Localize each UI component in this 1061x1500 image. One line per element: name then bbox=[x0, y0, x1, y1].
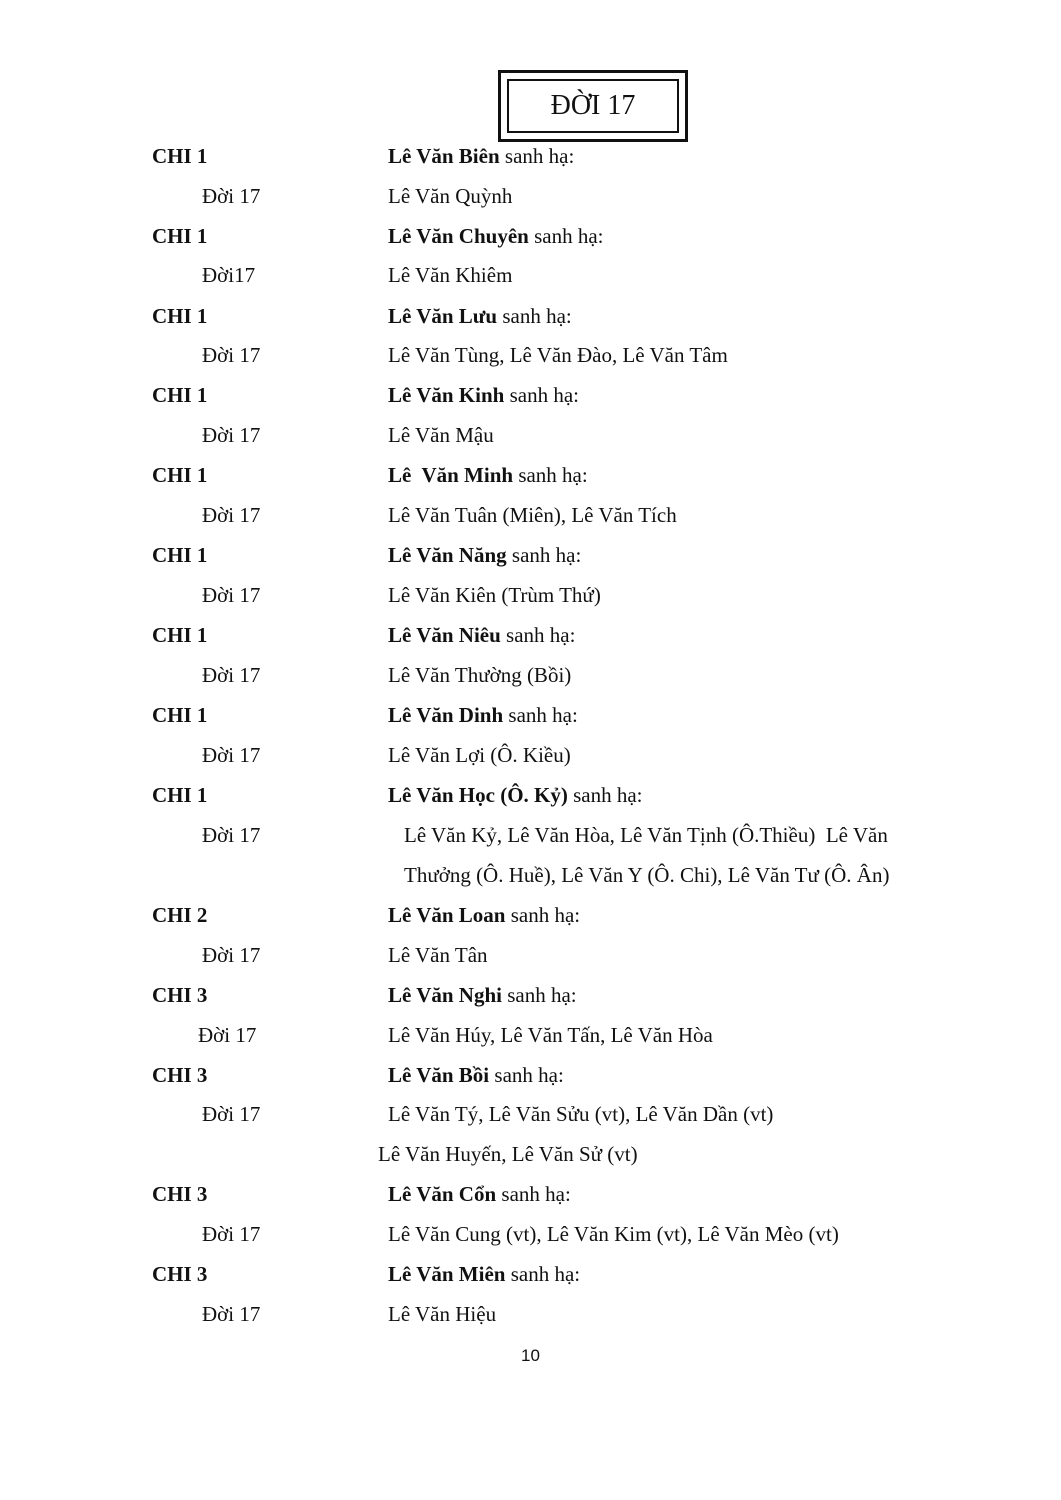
children-line: Lê Văn Thường (Bồi) bbox=[388, 663, 572, 687]
children-line: Lê Văn Tý, Lê Văn Sửu (vt), Lê Văn Dần (vt) bbox=[388, 1102, 774, 1126]
parent-suffix: sanh hạ: bbox=[528, 224, 604, 248]
children-line: Lê Văn Lợi (Ô. Kiều) bbox=[388, 743, 571, 767]
parent-line bbox=[388, 224, 603, 248]
doi-label: Đời 17 bbox=[202, 663, 261, 687]
parent-suffix: sanh hạ: bbox=[489, 1063, 564, 1087]
doi-label: Đời 17 bbox=[202, 583, 261, 607]
parent-line bbox=[388, 1182, 571, 1206]
chi-label: CHI 1 bbox=[152, 144, 208, 168]
children-line: Lê Văn Tuân (Miên), Lê Văn Tích bbox=[388, 503, 677, 527]
doi-label: Đời17 bbox=[202, 263, 256, 287]
parent-name: Lê Văn Minh bbox=[388, 463, 514, 487]
parent-suffix: sanh hạ: bbox=[504, 383, 579, 407]
parent-line bbox=[388, 623, 575, 647]
parent-name: Lê Văn Cổn bbox=[388, 1182, 497, 1206]
parent-suffix: sanh hạ: bbox=[497, 304, 572, 328]
parent-line bbox=[388, 543, 581, 567]
parent-line bbox=[388, 903, 580, 927]
children-line: Lê Văn Tùng, Lê Văn Đào, Lê Văn Tâm bbox=[388, 343, 728, 367]
children-line: Lê Văn Quỳnh bbox=[388, 184, 513, 208]
children-line: Lê Văn Kiên (Trùm Thứ) bbox=[388, 583, 601, 607]
doi-label: Đời 17 bbox=[202, 1102, 261, 1126]
chi-label: CHI 3 bbox=[152, 1262, 208, 1286]
parent-suffix: sanh hạ: bbox=[505, 903, 581, 927]
doi-label: Đời 17 bbox=[202, 184, 261, 208]
chi-label: CHI 1 bbox=[152, 703, 208, 727]
children-line: Lê Văn Tân bbox=[388, 943, 488, 967]
chi-label: CHI 3 bbox=[152, 1063, 208, 1087]
parent-suffix: sanh hạ: bbox=[500, 623, 576, 647]
page-number: 10 bbox=[521, 1346, 540, 1365]
parent-line bbox=[388, 1063, 564, 1087]
children-line: Lê Văn Cung (vt), Lê Văn Kim (vt), Lê Văn Mèo (vt) bbox=[388, 1222, 839, 1246]
parent-line bbox=[388, 1262, 580, 1286]
parent-name: Lê Văn Kinh bbox=[388, 383, 505, 407]
parent-line bbox=[388, 703, 578, 727]
parent-name: Lê Văn Chuyên bbox=[388, 224, 529, 248]
parent-suffix: sanh hạ: bbox=[567, 783, 643, 807]
parent-line bbox=[388, 304, 572, 328]
doi-label: Đời 17 bbox=[202, 943, 261, 967]
doi-label: Đời 17 bbox=[202, 743, 261, 767]
chi-label: CHI 1 bbox=[152, 623, 208, 647]
children-line: Lê Văn Hiệu bbox=[388, 1302, 497, 1326]
title-frame bbox=[498, 70, 688, 142]
page-title: ĐỜI 17 bbox=[507, 79, 679, 133]
parent-name: Lê Văn Năng bbox=[388, 543, 507, 567]
parent-suffix: sanh hạ: bbox=[513, 463, 588, 487]
parent-suffix: sanh hạ: bbox=[501, 983, 577, 1007]
parent-suffix: sanh hạ: bbox=[496, 1182, 571, 1206]
parent-name: Lê Văn Loan bbox=[388, 903, 506, 927]
parent-suffix: sanh hạ: bbox=[506, 543, 582, 567]
parent-line bbox=[388, 383, 579, 407]
chi-label: CHI 3 bbox=[152, 983, 208, 1007]
parent-name: Lê Văn Niêu bbox=[388, 623, 501, 647]
parent-name: Lê Văn Biên bbox=[388, 144, 500, 168]
doi-label: Đời 17 bbox=[202, 823, 261, 847]
chi-label: CHI 1 bbox=[152, 224, 208, 248]
parent-name: Lê Văn Nghi bbox=[388, 983, 502, 1007]
doi-label: Đời 17 bbox=[202, 1222, 261, 1246]
parent-name: Lê Văn Học (Ô. Kỷ) bbox=[388, 783, 568, 807]
doi-label: Đời 17 bbox=[202, 503, 261, 527]
doi-label: Đời 17 bbox=[202, 343, 261, 367]
parent-line bbox=[388, 783, 643, 807]
parent-line bbox=[388, 144, 574, 168]
children-line-continued: Thưởng (Ô. Huề), Lê Văn Y (Ô. Chi), Lê Văn Tư (Ô. Ân) bbox=[404, 863, 890, 887]
chi-label: CHI 1 bbox=[152, 543, 208, 567]
children-line: Lê Văn Kỷ, Lê Văn Hòa, Lê Văn Tịnh (Ô.Thiều) Lê Văn bbox=[404, 823, 888, 847]
chi-label: CHI 3 bbox=[152, 1182, 208, 1206]
chi-label: CHI 1 bbox=[152, 304, 208, 328]
chi-label: CHI 1 bbox=[152, 383, 208, 407]
children-line: Lê Văn Húy, Lê Văn Tấn, Lê Văn Hòa bbox=[388, 1023, 713, 1047]
parent-name: Lê Văn Dinh bbox=[388, 703, 504, 727]
children-line-continued: Lê Văn Huyến, Lê Văn Sử (vt) bbox=[378, 1142, 638, 1166]
parent-name: Lê Văn Bồi bbox=[388, 1063, 490, 1087]
parent-suffix: sanh hạ: bbox=[503, 703, 578, 727]
parent-name: Lê Văn Lưu bbox=[388, 304, 498, 328]
doi-label: Đời 17 bbox=[202, 423, 261, 447]
chi-label: CHI 1 bbox=[152, 783, 208, 807]
children-line: Lê Văn Mậu bbox=[388, 423, 494, 447]
doi-label: Đời 17 bbox=[198, 1023, 257, 1047]
children-line: Lê Văn Khiêm bbox=[388, 263, 513, 287]
chi-label: CHI 1 bbox=[152, 463, 208, 487]
parent-line bbox=[388, 983, 577, 1007]
parent-line bbox=[388, 463, 588, 487]
parent-name: Lê Văn Miên bbox=[388, 1262, 506, 1286]
chi-label: CHI 2 bbox=[152, 903, 208, 927]
doi-label: Đời 17 bbox=[202, 1302, 261, 1326]
parent-suffix: sanh hạ: bbox=[505, 1262, 581, 1286]
parent-suffix: sanh hạ: bbox=[499, 144, 575, 168]
